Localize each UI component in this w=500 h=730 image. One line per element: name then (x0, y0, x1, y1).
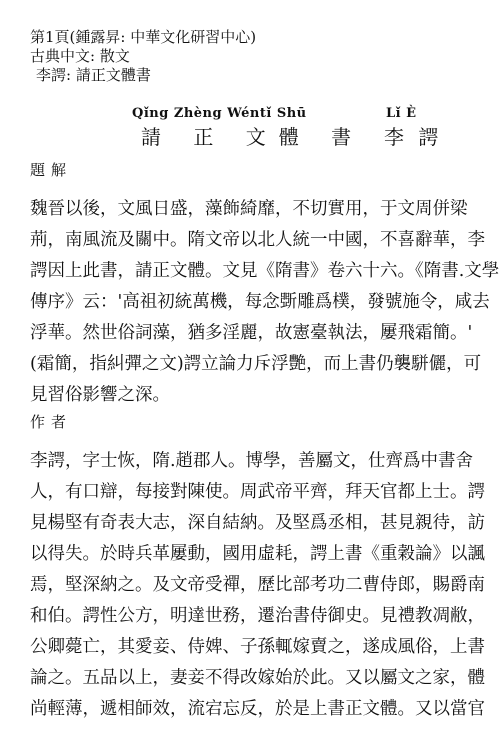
author-hanzi: 李 諤 (384, 125, 443, 149)
author-line: 和伯。諤性公方，明達世務，遷治書侍御史。見禮教凋敝， (30, 606, 485, 626)
page-header (30, 28, 256, 85)
explanation-line: 魏晉以後，文風日盛，藻飾綺靡，不切實用，于文周併梁 (30, 199, 468, 219)
author-line: 焉，堅深納之。及文帝受禪，歷比部考功二曹侍郎，賜爵南 (30, 575, 485, 595)
page-source-line: 第1頁(鍾露昇: 中華文化研習中心) (30, 28, 257, 46)
explanation-line: 傳序》云：'高祖初統萬機，每念斲雕爲樸，發號施令，咸去 (30, 292, 490, 312)
explanation-line: (霜簡，指糾彈之文)諤立論力斥浮艷，而上書仍襲駢儷，可 (30, 354, 482, 374)
explanation-paragraph (30, 194, 500, 411)
explanation-line: 浮華。然世俗詞藻，猶多淫麗，故憲臺執法，屢飛霜簡。' (30, 323, 473, 343)
explanation-line: 見習俗影響之深。 (30, 385, 170, 405)
explanation-line: 諤因上此書，請正文體。文見《隋書》卷六十六。《隋書.文學 (30, 261, 500, 281)
author-line: 論之。五品以上，妻妾不得改嫁始於此。又以屬文之家，體 (30, 668, 485, 688)
author-paragraph (30, 446, 485, 725)
author-line: 人，有口辯，每接對陳使。周武帝平齊，拜天官都上士。諤 (30, 482, 485, 502)
author-line: 尚輕薄，遞相師效，流宕忘反，於是上書正文體。又以當官 (30, 699, 485, 719)
author-pinyin: Lǐ È (386, 106, 417, 121)
author-line: 見楊堅有奇表大志，深自結納。及堅爲丞相，甚見親待，訪 (30, 513, 485, 533)
title-hanzi: 請 正 文體 書 (141, 125, 365, 149)
title-pinyin: Qǐng Zhèng Wéntǐ Shū (132, 106, 307, 121)
author-line: 李諤，字士恢，隋.趙郡人。博學，善屬文，仕齊爲中書舍 (30, 451, 474, 471)
explanation-heading: 題解 (30, 161, 73, 179)
author-heading: 作者 (30, 413, 73, 431)
category-line: 古典中文: 散文 (30, 47, 130, 65)
author-line: 公卿薨亡，其愛妾、侍婢、子孫輒嫁賣之，遂成風俗，上書 (30, 637, 485, 657)
author-line: 以得失。於時兵革屢動，國用虛耗，諤上書《重穀論》以諷 (30, 544, 485, 564)
work-line: 李諤: 請正文體書 (36, 66, 151, 84)
explanation-line: 荊，南風流及關中。隋文帝以北人統一中國，不喜辭華，李 (30, 230, 485, 250)
